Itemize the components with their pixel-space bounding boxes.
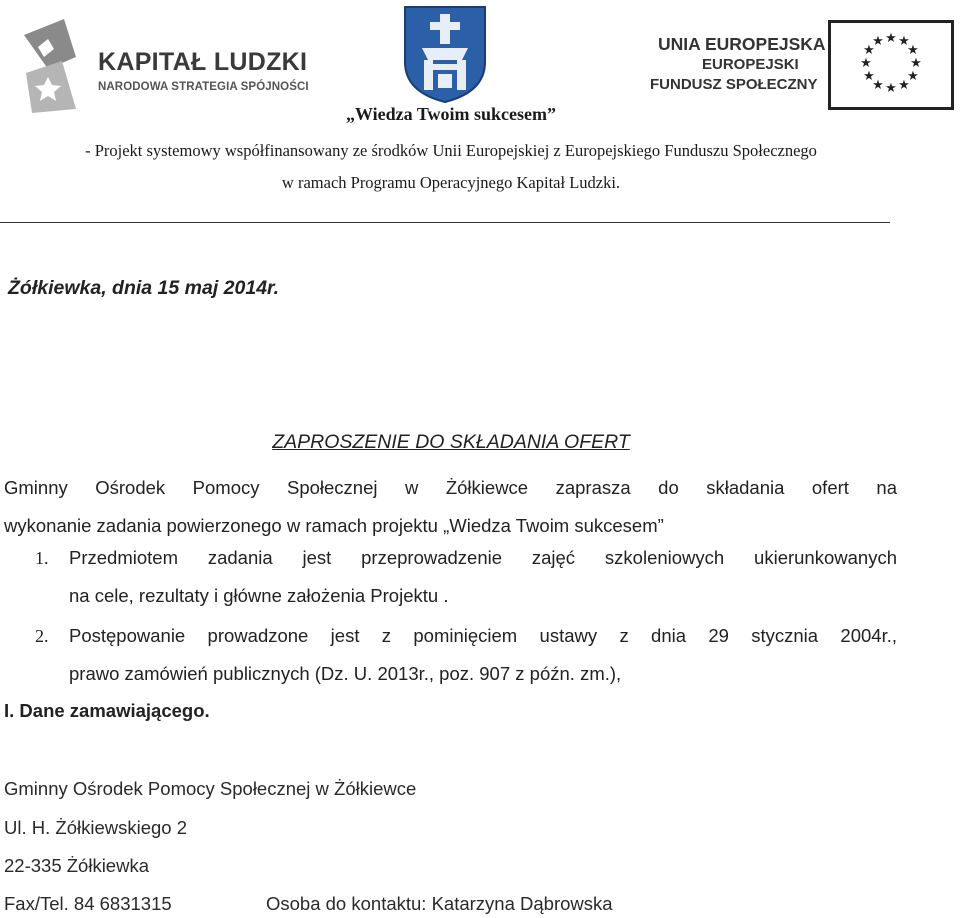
kapital-ludzki-logo bbox=[10, 15, 310, 115]
svg-text:★: ★ bbox=[860, 56, 872, 71]
svg-text:★: ★ bbox=[863, 69, 875, 84]
project-slogan: „Wiedza Twoim sukcesem” bbox=[346, 104, 556, 124]
list-item-line-1: Przedmiotem zadania jest przeprowadzenie zajęć szkoleniowych ukierunkowanych bbox=[69, 547, 897, 568]
list-item-number: 1. bbox=[35, 548, 49, 568]
coat-of-arms-icon bbox=[402, 4, 488, 104]
svg-text:★: ★ bbox=[907, 43, 919, 58]
kapital-ludzki-title: KAPITAŁ LUDZKI bbox=[98, 48, 308, 76]
svg-text:★: ★ bbox=[872, 34, 884, 49]
eu-line-2: EUROPEJSKI bbox=[702, 56, 799, 73]
header-divider bbox=[0, 222, 890, 223]
eu-social-fund-logo bbox=[648, 20, 958, 116]
svg-text:★: ★ bbox=[898, 78, 910, 93]
svg-text:★: ★ bbox=[885, 31, 897, 46]
project-description-line-1: - Projekt systemowy współfinansowany ze środków Unii Europejskiej z Europejskiego Funduszu Społecznego bbox=[85, 141, 817, 160]
kapital-ludzki-subtitle: NARODOWA STRATEGIA SPÓJNOŚCI bbox=[98, 81, 309, 93]
orderer-phone: Fax/Tel. 84 6831315 bbox=[4, 893, 172, 914]
list-item-line-2: na cele, rezultaty i główne założenia Projektu . bbox=[69, 585, 449, 606]
intro-paragraph bbox=[4, 469, 897, 545]
svg-text:★: ★ bbox=[910, 56, 922, 71]
eu-flag-icon bbox=[828, 20, 954, 110]
section-heading: I. Dane zamawiającego. bbox=[4, 700, 210, 721]
list-item-line-1: Postępowanie prowadzone jest z pominięciem ustawy z dnia 29 stycznia 2004r., bbox=[69, 625, 897, 646]
eu-line-1: UNIA EUROPEJSKA bbox=[658, 34, 826, 54]
document-date: Żółkiewka, dnia 15 maj 2014r. bbox=[8, 277, 279, 299]
intro-line-2: wykonanie zadania powierzonego w ramach projektu „Wiedza Twoim sukcesem” bbox=[4, 515, 664, 536]
kapital-ludzki-emblem-icon bbox=[18, 17, 84, 117]
svg-text:★: ★ bbox=[907, 69, 919, 84]
orderer-city: 22-335 Żółkiewka bbox=[4, 855, 149, 876]
project-description-line-2: w ramach Programu Operacyjnego Kapitał Ludzki. bbox=[281, 173, 621, 192]
list-item-number: 2. bbox=[35, 626, 49, 646]
municipal-coat-of-arms bbox=[402, 4, 488, 104]
orderer-name: Gminny Ośrodek Pomocy Społecznej w Żółkiewce bbox=[4, 778, 417, 799]
eu-line-3: FUNDUSZ SPOŁECZNY bbox=[650, 76, 818, 93]
document-title: ZAPROSZENIE DO SKŁADANIA OFERT bbox=[272, 431, 630, 453]
intro-line-1: Gminny Ośrodek Pomocy Społecznej w Żółkiewce zaprasza do składania ofert na bbox=[4, 477, 897, 498]
svg-text:★: ★ bbox=[898, 34, 910, 49]
svg-text:★: ★ bbox=[885, 81, 897, 96]
svg-text:★: ★ bbox=[872, 78, 884, 93]
svg-text:★: ★ bbox=[863, 43, 875, 58]
contact-person: Osoba do kontaktu: Katarzyna Dąbrowska bbox=[266, 893, 613, 914]
list-item-line-2: prawo zamówień publicznych (Dz. U. 2013r., poz. 907 z późn. zm.), bbox=[69, 663, 622, 684]
orderer-street: Ul. H. Żółkiewskiego 2 bbox=[4, 817, 188, 838]
